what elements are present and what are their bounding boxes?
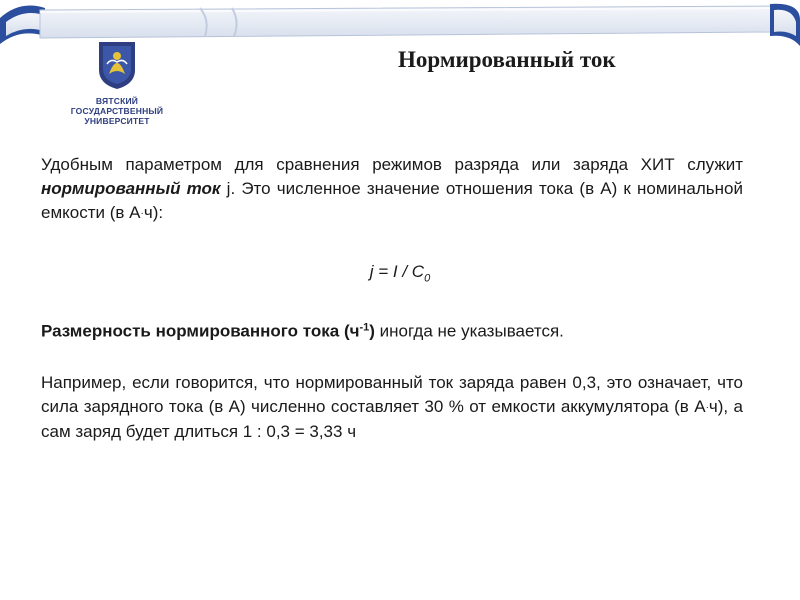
intro-text-middle: j. Это численное значение отношения тока (в А) к номинальной емкости (в А xyxy=(41,179,743,222)
example-paragraph xyxy=(41,371,743,444)
intro-text-end: ч): xyxy=(143,203,164,222)
term-highlight: нормированный ток xyxy=(41,179,221,198)
formula-main: j = I / C xyxy=(369,262,425,281)
example-text-end: ч), а сам заряд будет длиться 1 : 0,3 = 3,33 ч xyxy=(41,397,743,441)
multiply-dot: · xyxy=(705,402,709,413)
dimension-rest: иногда не указывается. xyxy=(374,321,564,341)
slide-title: Нормированный ток xyxy=(398,47,616,72)
logo-caption: ВЯТСКИЙ ГОСУДАРСТВЕННЫЙ УНИВЕРСИТЕТ xyxy=(70,96,164,126)
formula xyxy=(0,262,800,284)
example-text-start: Например, если говорится, что нормированный ток заряда равен 0,3, это означает, что сила зарядного тока (в А) численно составляет 30 % от емкости аккумулятора (в А xyxy=(41,373,743,416)
dimension-exponent: -1 xyxy=(359,321,370,333)
dimension-bold: Размерность нормированного тока (ч xyxy=(41,321,360,341)
university-logo xyxy=(62,40,172,126)
formula-subscript: 0 xyxy=(424,272,431,285)
intro-text-start: Удобным параметром для сравнения режимов разряда или заряда ХИТ служит xyxy=(41,155,743,174)
crest-icon xyxy=(97,40,137,90)
intro-paragraph xyxy=(41,153,743,226)
dimension-bold-close: ) xyxy=(369,321,375,341)
dimension-paragraph xyxy=(41,315,761,344)
multiply-dot: · xyxy=(140,208,144,219)
